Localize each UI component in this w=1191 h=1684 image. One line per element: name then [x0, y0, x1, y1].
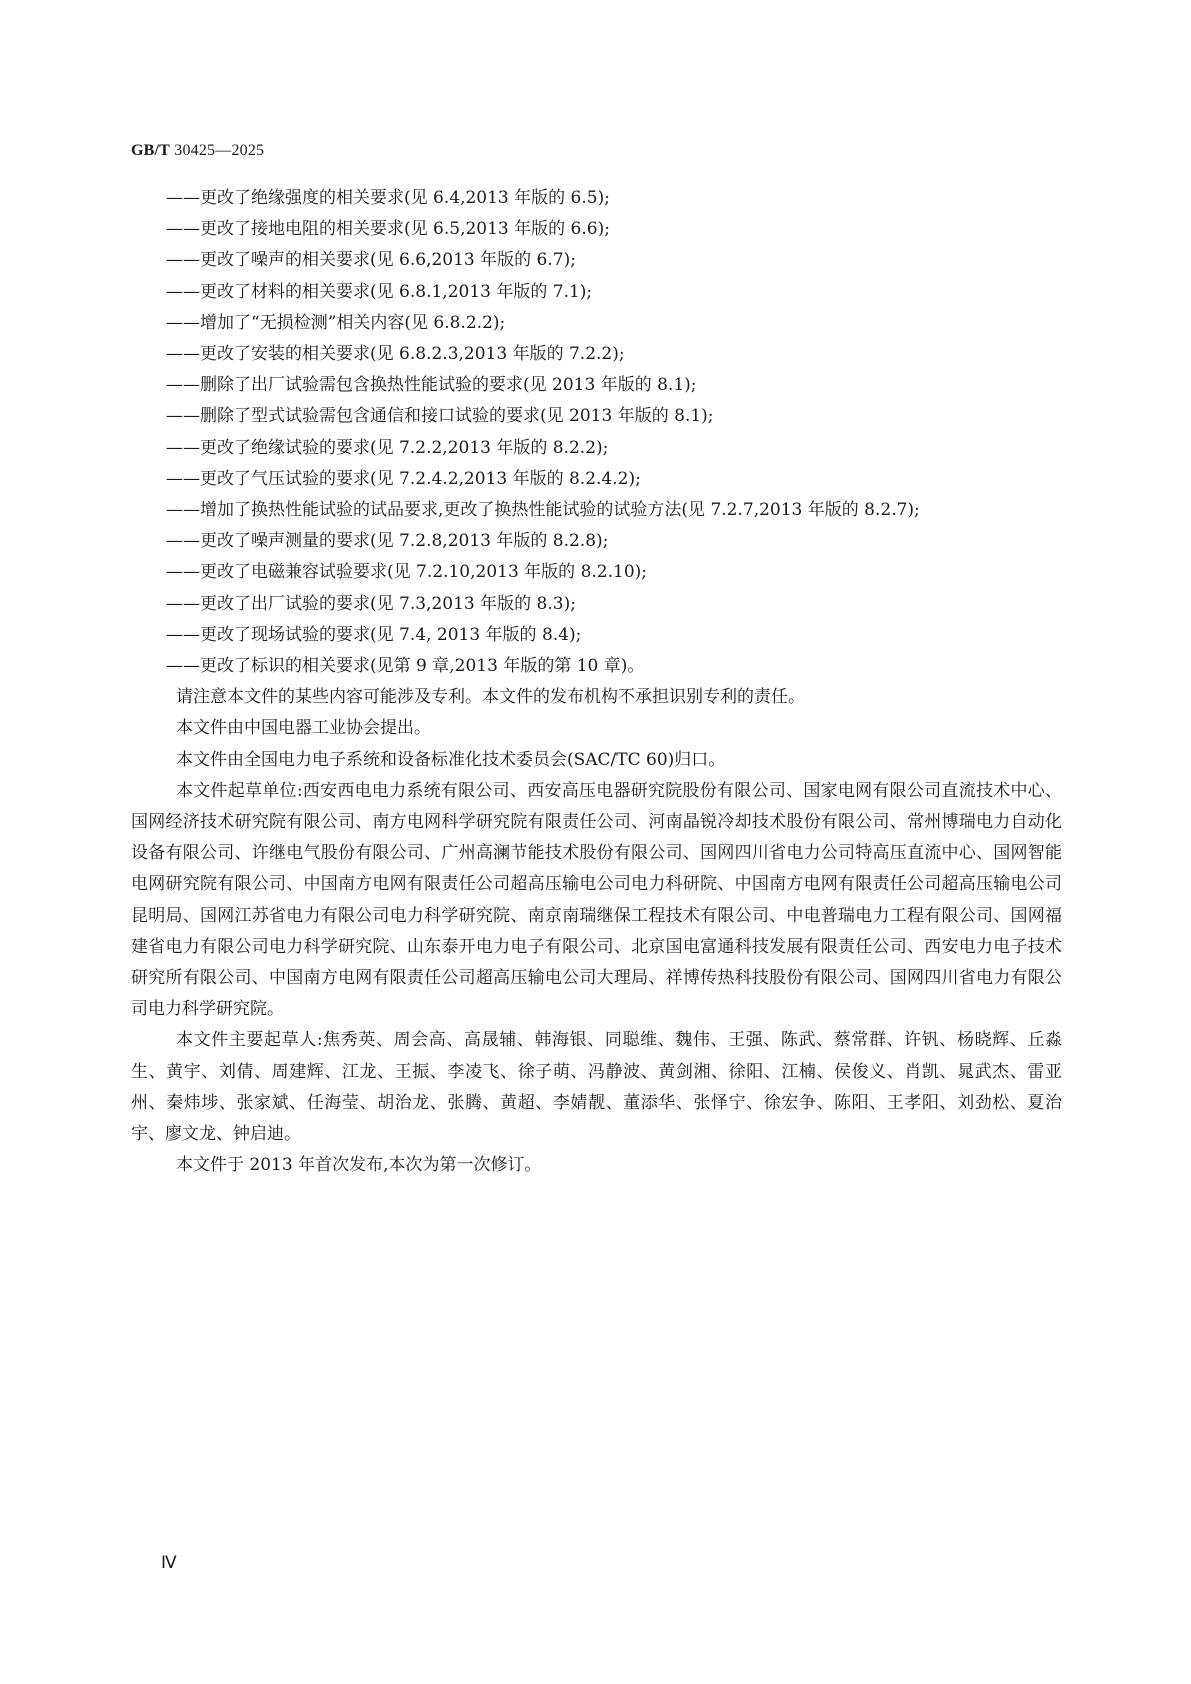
- standard-prefix: GB/T: [131, 142, 171, 159]
- change-item: ——更改了绝缘强度的相关要求(见 6.4,2013 年版的 6.5);: [166, 188, 610, 208]
- change-item: ——更改了材料的相关要求(见 6.8.1,2013 年版的 7.1);: [166, 281, 593, 302]
- committee-statement: 本文件由全国电力电子系统和设备标准化技术委员会(SAC/TC 60)归口。: [176, 749, 726, 770]
- page-number: Ⅳ: [161, 1553, 177, 1572]
- change-item: ——更改了标识的相关要求(见第 9 章,2013 年版的第 10 章)。: [166, 656, 645, 677]
- changes-list: [131, 183, 1062, 682]
- publication-history: 本文件于 2013 年首次发布,本次为第一次修订。: [176, 1155, 542, 1176]
- change-item: ——删除了型式试验需包含通信和接口试验的要求(见 2013 年版的 8.1);: [166, 406, 714, 427]
- change-item: ——更改了电磁兼容试验要求(见 7.2.10,2013 年版的 8.2.10);: [166, 562, 648, 583]
- change-item: ——增加了“无损检测”相关内容(见 6.8.2.2);: [166, 312, 506, 333]
- change-item: ——更改了安装的相关要求(见 6.8.2.3,2013 年版的 7.2.2);: [166, 344, 625, 365]
- patent-notice: 请注意本文件的某些内容可能涉及专利。本文件的发布机构不承担识别专利的责任。: [176, 687, 805, 708]
- change-item: ——更改了绝缘试验的要求(见 7.2.2,2013 年版的 8.2.2);: [166, 437, 609, 458]
- change-item: ——更改了噪声的相关要求(见 6.6,2013 年版的 6.7);: [166, 250, 576, 271]
- change-item: ——更改了噪声测量的要求(见 7.2.8,2013 年版的 8.2.8);: [166, 531, 609, 552]
- drafting-units: 本文件起草单位:西安西电电力系统有限公司、西安高压电器研究院股份有限公司、国家电网有限公司直流技术中心、国网经济技术研究院有限公司、南方电网科学研究院有限责任公司、河南晶锐冷却技术股份有限公司、常州博瑞电力自动化设备有限公司、许继电气股份有限公司、广州高澜节能技术股份有限公司、国网四川省电力公司特高压直流中心、国网智能电网研究院有限公司、中国南方电网有限责任公司超高压输电公司电力科研院、中国南方电网有限责任公司超高压输电公司昆明局、国网江苏省电力有限公司电力科学研究院、南京南瑞继保工程技术有限公司、中电普瑞电力工程有限公司、国网福建省电力有限公司电力科学研究院、山东泰开电力电子有限公司、北京国电富通科技发展有限责任公司、西安电力电子技术研究所有限公司、中国南方电网有限责任公司超高压输电公司大理局、祥博传热科技股份有限公司、国网四川省电力有限公司电力科学研究院。: [131, 780, 1062, 1020]
- document-header: [131, 142, 264, 160]
- change-item: ——更改了现场试验的要求(见 7.4, 2013 年版的 8.4);: [166, 624, 582, 645]
- change-item: ——更改了出厂试验的要求(见 7.3,2013 年版的 8.3);: [166, 593, 576, 614]
- change-item: ——更改了接地电阻的相关要求(见 6.5,2013 年版的 6.6);: [166, 219, 610, 240]
- drafters: 本文件主要起草人:焦秀英、周会高、高晟辅、韩海银、同聪维、魏伟、王强、陈武、蔡常群、许钒、杨晓辉、丘淼生、黄宇、刘倩、周建辉、江龙、王振、李凌飞、徐子萌、冯静波、黄剑湘、徐阳、江楠、侯俊义、肖凯、晁武杰、雷亚州、秦炜埗、张家斌、任海莹、胡治龙、张腾、黄超、李婧靓、董添华、张怿宁、徐宏争、陈阳、王孝阳、刘劲松、夏治宇、廖文龙、钟启迪。: [131, 1030, 1062, 1145]
- proposer-statement: 本文件由中国电器工业协会提出。: [176, 718, 431, 739]
- change-item: ——增加了换热性能试验的试品要求,更改了换热性能试验的试验方法(见 7.2.7,2013 年版的 8.2.7);: [166, 500, 920, 521]
- change-item: ——更改了气压试验的要求(见 7.2.4.2,2013 年版的 8.2.4.2);: [166, 468, 641, 489]
- standard-number: 30425—2025: [174, 142, 265, 159]
- document-body: [131, 183, 1062, 1182]
- change-item: ——删除了出厂试验需包含换热性能试验的要求(见 2013 年版的 8.1);: [166, 375, 697, 396]
